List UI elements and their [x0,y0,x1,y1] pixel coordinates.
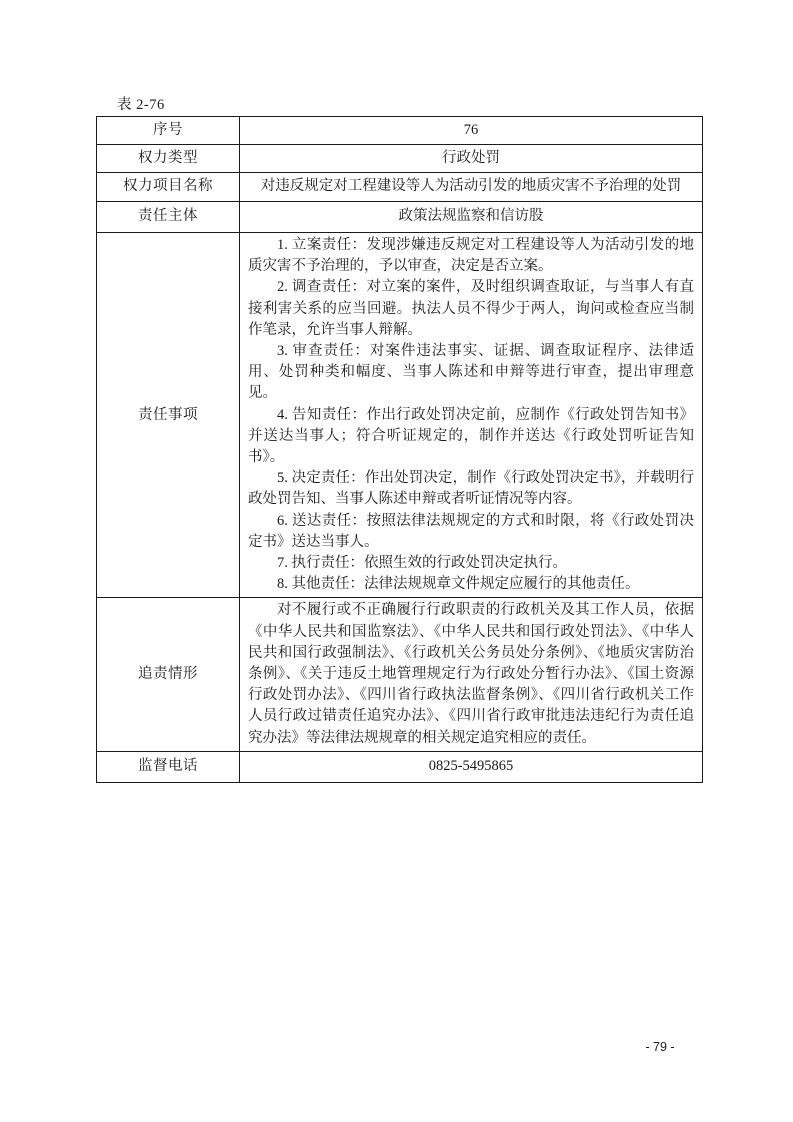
duty-item: 3. 审查责任：对案件违法事实、证据、调查取证程序、法律适用、处罚种类和幅度、当事人陈述和申辩等进行审查，提出审理意见。 [248,343,694,402]
row-value: 政策法规监察和信访股 [240,202,703,233]
row-label: 追责情形 [97,598,240,751]
row-label: 责任事项 [97,233,240,598]
table-row [97,233,703,598]
accountability-text: 对不履行或不正确履行行政职责的行政机关及其工作人员，依据《中华人民共和国监察法》、《中华人民共和国行政处罚法》、《中华人民共和国行政强制法》、《行政机关公务员处分条例》、《地质灾害防治条例》、《关于违反土地管理规定行为行政处分暂行办法》、《国土资源行政处罚办法》、《四川省行政执法监督条例》、《四川省行政机关工作人员行政过错责任追究办法》、《四川省行政审批违法违纪行为责任追究办法》等法律法规规章的相关规定追究相应的责任。 [248,602,694,746]
table-row [97,117,703,145]
duty-item: 7. 执行责任：依照生效的行政处罚决定执行。 [277,555,567,572]
duty-item: 6. 送达责任：按照法律法规规定的方式和时限，将《行政处罚决定书》送达当事人。 [248,512,694,550]
power-item-table [96,116,703,783]
table-row [97,598,703,751]
duty-item: 2. 调查责任：对立案的案件，及时组织调查取证，与当事人有直接利害关系的应当回避。执法人员不得少于两人，询问或检查应当制作笔录，允许当事人辩解。 [248,279,694,338]
row-label: 序号 [97,117,240,145]
duty-item: 1. 立案责任：发现涉嫌违反规定对工程建设等人为活动引发的地质灾害不予治理的，予以审查，决定是否立案。 [248,237,694,275]
page-number: - 79 - [645,1040,675,1054]
row-value [240,233,703,598]
row-value: 76 [240,117,703,145]
row-value: 0825-5495865 [240,751,703,782]
row-label: 权力项目名称 [97,173,240,202]
table-row [97,751,703,782]
table-row [97,202,703,233]
duty-item: 8. 其他责任：法律法规规章文件规定应履行的其他责任。 [277,576,640,593]
row-value: 行政处罚 [240,145,703,173]
table-row [97,145,703,173]
table-caption: 表 2-76 [117,97,165,113]
row-value: 对违反规定对工程建设等人为活动引发的地质灾害不予治理的处罚 [240,173,703,202]
duty-item: 4. 告知责任：作出行政处罚决定前，应制作《行政处罚告知书》并送达当事人；符合听证规定的，制作并送达《行政处罚听证告知书》。 [248,406,694,466]
table-row [97,173,703,202]
row-label: 责任主体 [97,202,240,233]
row-label: 监督电话 [97,751,240,782]
row-value [240,598,703,751]
duty-item: 5. 决定责任：作出处罚决定，制作《行政处罚决定书》，并载明行政处罚告知、当事人陈述申辩或者听证情况等内容。 [248,470,694,508]
row-label: 权力类型 [97,145,240,173]
